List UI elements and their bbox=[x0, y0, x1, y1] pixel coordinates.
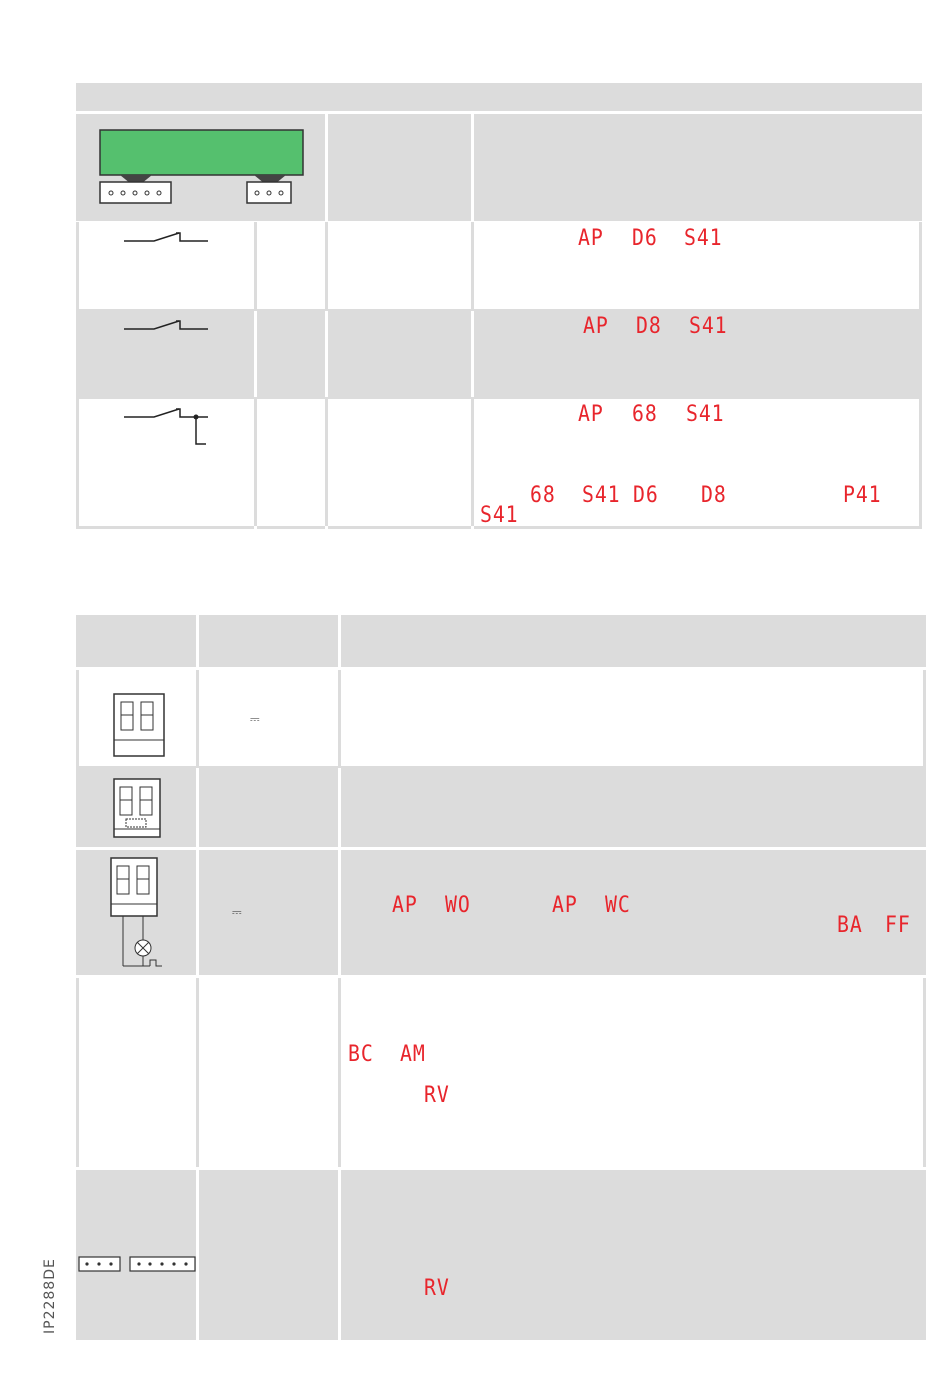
code: AP bbox=[583, 314, 609, 339]
code: RV bbox=[424, 1276, 450, 1301]
code: S41 bbox=[684, 226, 723, 251]
switch-symbol-3 bbox=[124, 404, 214, 448]
terminal-block-icon bbox=[112, 692, 166, 760]
terminal-block-jumper-icon bbox=[112, 777, 162, 839]
connector-board-diagram bbox=[96, 128, 308, 208]
doc-id: IP2288DE bbox=[42, 1258, 58, 1334]
code: FF bbox=[885, 913, 911, 938]
code: D6 bbox=[632, 226, 658, 251]
code: AP bbox=[578, 226, 604, 251]
code: AP bbox=[578, 402, 604, 427]
code: D8 bbox=[701, 483, 727, 508]
dc-voltage-icon: ⎓ bbox=[250, 712, 260, 726]
code: AM bbox=[400, 1042, 426, 1067]
code: BC bbox=[348, 1042, 374, 1067]
code: AP bbox=[552, 893, 578, 918]
code: RV bbox=[424, 1083, 450, 1108]
code: S41 bbox=[480, 503, 519, 528]
code: S41 bbox=[582, 483, 621, 508]
code: D8 bbox=[636, 314, 662, 339]
code: BA bbox=[837, 913, 863, 938]
code: D6 bbox=[633, 483, 659, 508]
code: 68 bbox=[632, 402, 658, 427]
code: WO bbox=[445, 893, 471, 918]
switch-symbol-2 bbox=[124, 316, 214, 336]
dc-voltage-icon: ⎓ bbox=[232, 905, 242, 919]
code: WC bbox=[605, 893, 631, 918]
terminal-lamp-icon bbox=[108, 856, 166, 972]
connector-strips-icon bbox=[78, 1256, 198, 1274]
switch-symbol-1 bbox=[124, 228, 214, 248]
table1-header-separator bbox=[76, 111, 922, 114]
code: AP bbox=[392, 893, 418, 918]
code: S41 bbox=[689, 314, 728, 339]
code: S41 bbox=[686, 402, 725, 427]
code: P41 bbox=[843, 483, 882, 508]
code: 68 bbox=[530, 483, 556, 508]
